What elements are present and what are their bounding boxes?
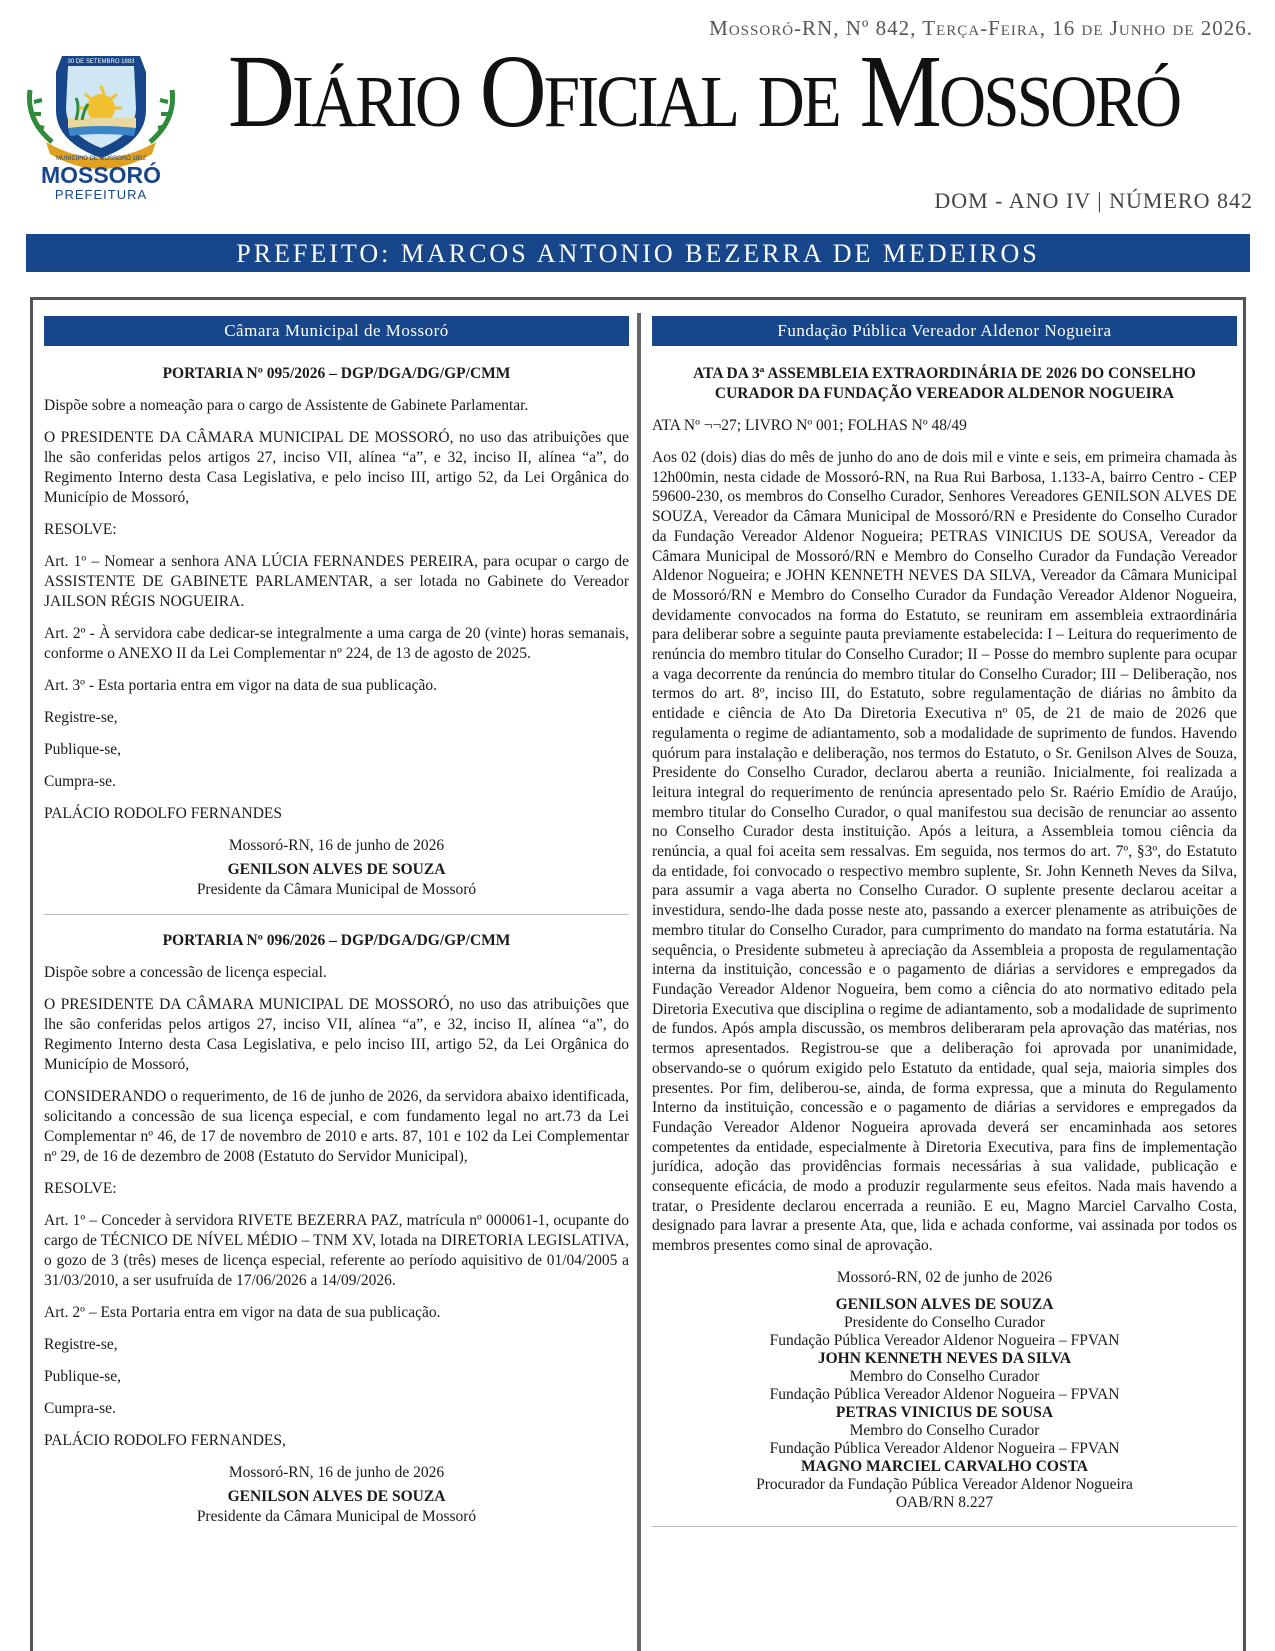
- signer-role: Presidente da Câmara Municipal de Mossoró: [196, 1508, 477, 1525]
- signature-block: [652, 1296, 1237, 1512]
- portaria-095: [44, 364, 629, 900]
- resolve-label: RESOLVE:: [44, 521, 117, 538]
- signer-role: Membro do Conselho Curador: [849, 1421, 1040, 1439]
- portaria-preamble: O PRESIDENTE DA CÂMARA MUNICIPAL DE MOSSORÓ, no uso das atribuições que lhe são conferidas pelos artigos 27, inciso VII, alínea “a”, e 32, inciso II, alínea “a”, do Regimento Interno desta Casa Legislativa, e pelo inciso III, artigo 52, da Lei Orgânica do Município de Mossoró,: [44, 996, 629, 1073]
- separator: [652, 1526, 1237, 1527]
- signer-org: Fundação Pública Vereador Aldenor Nogueira – FPVAN: [769, 1385, 1120, 1403]
- palacio-line: PALÁCIO RODOLFO FERNANDES,: [44, 1432, 286, 1449]
- masthead-title: Diário Oficial de Mossoró: [228, 34, 1180, 149]
- prefeitura-logo: [22, 50, 204, 208]
- palacio-line: PALÁCIO RODOLFO FERNANDES: [44, 805, 282, 822]
- signer-org: OAB/RN 8.227: [895, 1493, 994, 1511]
- signer-name: PETRAS VINICIUS DE SOUSA: [835, 1403, 1054, 1421]
- signer-name: GENILSON ALVES DE SOUZA: [835, 1295, 1054, 1313]
- ata-title: ATA DA 3ª ASSEMBLEIA EXTRAORDINÁRIA DE 2026 DO CONSELHO CURADOR DA FUNDAÇÃO VEREADOR ALDENOR NOGUEIRA: [693, 365, 1196, 402]
- signer-name: JOHN KENNETH NEVES DA SILVA: [817, 1349, 1072, 1367]
- considerando: CONSIDERANDO o requerimento, de 16 de junho de 2026, da servidora abaixo identificada, solicitando a concessão de sua licença especial, e com fundamento legal no art.73 da Lei Complementar nº 46, de 17 de novembro de 2010 e arts. 87, 101 e 102 da Lei Complementar nº 29, de 16 de dezembro de 2008 (Estatuto do Servidor Municipal),: [44, 1088, 629, 1165]
- portaria-title: PORTARIA Nº 095/2026 – DGP/DGA/DG/GP/CMM: [162, 365, 511, 382]
- registre-se: Registre-se,: [44, 1336, 118, 1353]
- portaria-summary: Dispõe sobre a concessão de licença especial.: [44, 964, 327, 981]
- article-1: Art. 1º – Nomear a senhora ANA LÚCIA FERNANDES PEREIRA, para ocupar o cargo de ASSISTENTE DE GABINETE PARLAMENTAR, a ser lotada no Gabinete do Vereador JAILSON RÉGIS NOGUEIRA.: [44, 553, 629, 610]
- signer-role: Presidente do Conselho Curador: [843, 1313, 1046, 1331]
- publique-se: Publique-se,: [44, 741, 122, 758]
- column-divider: [637, 313, 641, 1651]
- article-3: Art. 3º - Esta portaria entra em vigor na data de sua publicação.: [44, 677, 438, 694]
- seal-text-top: 30 DE SETEMBRO 1883: [67, 59, 135, 65]
- portaria-096: [44, 931, 629, 1527]
- article-1: Art. 1º – Conceder à servidora RIVETE BEZERRA PAZ, matrícula nº 000061-1, ocupante do cargo de TÉCNICO DE NÍVEL MÉDIO – TNM XV, lotada na DIRETORIA LEGISLATIVA, o gozo de 3 (três) meses de licença especial, referente ao período aquisitivo de 01/04/2005 a 31/03/2010, a ser usufruída de 17/06/2026 a 14/09/2026.: [44, 1212, 629, 1289]
- publique-se: Publique-se,: [44, 1368, 122, 1385]
- ata-reference: ATA Nº ¬¬27; LIVRO Nº 001; FOLHAS Nº 48/49: [652, 417, 967, 434]
- cumpra-se: Cumpra-se.: [44, 1400, 116, 1417]
- separator: [44, 914, 629, 915]
- ata-body: Aos 02 (dois) dias do mês de junho do ano de dois mil e vinte e seis, em primeira chamada às 12h00min, nesta cidade de Mossoró-RN, na Rua Rui Barbosa, 1.133-A, bairro Centro - CEP 59600-230, os membros do Conselho Curador, Senhores Vereadores GENILSON ALVES DE SOUZA, Vereador da Câmara Municipal de Mossoró/RN e Presidente do Conselho Curador da Fundação Vereador Aldenor Nogueira; PETRAS VINICIUS DE SOUSA, Vereador da Câmara Municipal de Mossoró/RN e Membro do Conselho Curador da Fundação Vereador Aldenor Nogueira; e JOHN KENNETH NEVES DA SILVA, Vereador da Câmara Municipal de Mossoró/RN e Membro do Conselho Curador da Fundação Vereador Aldenor Nogueira, devidamente convocados na forma do Estatuto, se reuniram em assembleia extraordinária para deliberar sobre a seguinte pauta previamente estabelecida: I – Leitura do requerimento de renúncia do membro titular do Conselho Curador; II – Posse do membro suplente para ocupar a vaga decorrente da renúncia do membro titular do Conselho Curador; III – Deliberação, nos termos do art. 8º, inciso III, do Estatuto, sobre regulamentação de diárias no âmbito da entidade e ciência de Ato Da Diretoria Executiva nº 05, de 21 de maio de 2026 que regulamenta o regime de adiantamento, sob a modalidade de suprimento de fundos. Havendo quórum para instalação e deliberação, nos termos do Estatuto, o Sr. Genilson Alves de Souza, Presidente do Conselho Curador, declarou aberta a reunião. Inicialmente, foi realizada a leitura integral do requerimento de renúncia apresentado pelo Sr. Raério Emídio de Araújo, membro titular do Conselho Curador, o qual manifestou sua decisão de renunciar ao assento no Conselho Curador desta instituição. Após a leitura, a Assembleia tomou ciência da renúncia, a qual foi aceita sem ressalvas. Em seguida, nos termos do art. 7º, §3º, do Estatuto da entidade, foi convocado o respectivo membro suplente, Sr. John Kenneth Neves da Silva, para assumir a vaga aberta no Conselho Curador. O suplente presente declarou aceitar a investidura, sendo-lhe dada posse neste ato, passando a exercer plenamente as atribuições de membro titular do Conselho Curador, para cumprimento do mandato na forma estatutária. Na sequência, o Presidente submeteu à apreciação da Assembleia a proposta de regulamentação interna da instituição, concessão e o pagamento de diárias a servidores e empregados da Fundação Vereador Aldenor Nogueira, bem como a ciência do ato normativo editado pela Diretoria Executiva que disciplina o regime de adiantamento, sob a modalidade de suprimento de fundos. Após ampla discussão, os membros deliberaram pela aprovação das matérias, nos termos apresentados. Registrou-se que a deliberação foi aprovada por unanimidade, observando-se o quórum exigido pelo Estatuto da entidade, qual seja, maioria simples dos presentes. Por fim, deliberou-se, ainda, de forma expressa, que a minuta do Regulamento Interno da instituição, concessão e o pagamento de diárias a servidores e empregados da Fundação Vereador Aldenor Nogueira aprovada deverá ser encaminhada aos setores competentes da entidade, especialmente à Diretoria Executiva, para fins de implementação jurídica, adoção das providências formais necessárias à sua validade, publicação e consequente eficácia, de modo a produzir regularmente seus efeitos. Nada mais havendo a tratar, o Presidente declarou encerrada a reunião. E eu, Magno Marciel Carvalho Costa, designado para lavrar a presente Ata, que, lida e achada conforme, vai assinada por todos os membros presentes como sinal de aprovação.: [652, 449, 1237, 1255]
- logo-sub: PREFEITURA: [54, 187, 148, 202]
- right-column: [652, 316, 1237, 1543]
- article-2: Art. 2º – Esta Portaria entra em vigor na data de sua publicação.: [44, 1304, 441, 1321]
- dateline: Mossoró-RN, Nº 842, Terça-Feira, 16 de Junho de 2026.: [709, 16, 1253, 40]
- logo-name: MOSSORÓ: [40, 162, 162, 188]
- seal-text-bottom: MUNICÍPIO DE MOSSORÓ 1852: [56, 156, 146, 162]
- signer-name: MAGNO MARCIEL CARVALHO COSTA: [801, 1457, 1088, 1475]
- edition-subline: DOM - ANO IV | NÚMERO 842: [934, 188, 1253, 213]
- signature-date: Mossoró-RN, 16 de junho de 2026: [228, 837, 445, 854]
- ata-date: Mossoró-RN, 02 de junho de 2026: [836, 1268, 1053, 1286]
- article-2: Art. 2º - À servidora cabe dedicar-se integralmente a uma carga de 20 (vinte) horas semanais, conforme o ANEXO II da Lei Complementar nº 224, de 13 de agosto de 2025.: [44, 625, 629, 662]
- portaria-title: PORTARIA Nº 096/2026 – DGP/DGA/DG/GP/CMM: [162, 932, 511, 949]
- signer-role: Membro do Conselho Curador: [849, 1367, 1040, 1385]
- signer-org: Fundação Pública Vereador Aldenor Nogueira – FPVAN: [769, 1439, 1120, 1457]
- cumpra-se: Cumpra-se.: [44, 773, 116, 790]
- mayor-bar: PREFEITO: MARCOS ANTONIO BEZERRA DE MEDEIROS: [26, 234, 1250, 272]
- coat-of-arms-icon: [22, 50, 204, 208]
- signer-role: Presidente da Câmara Municipal de Mossoró: [196, 881, 477, 898]
- signer-org: Fundação Pública Vereador Aldenor Nogueira – FPVAN: [769, 1331, 1120, 1349]
- section-header-camara: Câmara Municipal de Mossoró: [44, 316, 629, 346]
- signer-name: GENILSON ALVES DE SOUZA: [227, 861, 446, 878]
- signer-name: GENILSON ALVES DE SOUZA: [227, 1488, 446, 1505]
- signature-date: Mossoró-RN, 16 de junho de 2026: [228, 1464, 445, 1481]
- signer-role: Procurador da Fundação Pública Vereador Aldenor Nogueira: [756, 1475, 1133, 1493]
- portaria-summary: Dispõe sobre a nomeação para o cargo de Assistente de Gabinete Parlamentar.: [44, 397, 529, 414]
- registre-se: Registre-se,: [44, 709, 118, 726]
- resolve-label: RESOLVE:: [44, 1180, 117, 1197]
- left-column: [44, 316, 629, 1527]
- portaria-preamble: O PRESIDENTE DA CÂMARA MUNICIPAL DE MOSSORÓ, no uso das atribuições que lhe são conferidas pelos artigos 27, inciso VII, alínea “a”, e 32, inciso II, alínea “a”, do Regimento Interno desta Casa Legislativa, e pelo inciso III, artigo 52, da Lei Orgânica do Município de Mossoró,: [44, 429, 629, 506]
- section-header-fundacao: Fundação Pública Vereador Aldenor Nogueira: [652, 316, 1237, 346]
